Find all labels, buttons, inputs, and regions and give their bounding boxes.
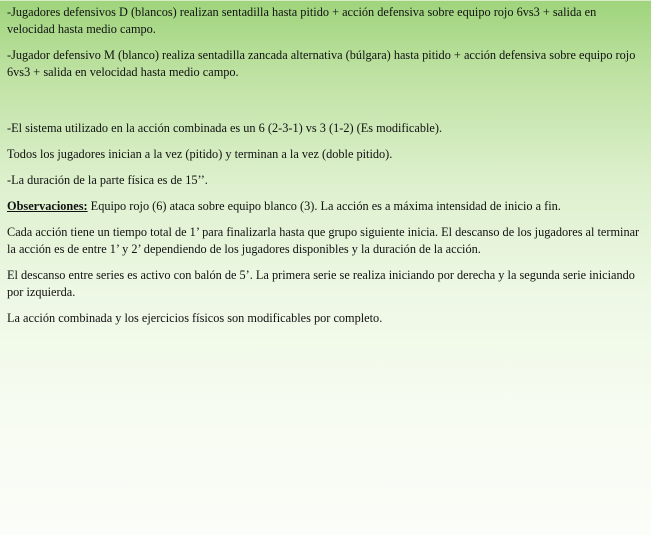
paragraph-system: -El sistema utilizado en la acción combinada es un 6 (2-3-1) vs 3 (1-2) (Es modificable). (7, 121, 443, 135)
paragraph-observations (7, 198, 645, 215)
observations-text: Equipo rojo (6) ataca sobre equipo blanco (3). La acción es a máxima intensidad de inicio a fin. (87, 199, 561, 213)
paragraph-defensive-d: -Jugadores defensivos D (blancos) realizan sentadilla hasta pitido + acción defensiva sobre equipo rojo 6vs3 + salida en velocidad hasta medio campo. (7, 5, 597, 36)
document-body (7, 4, 645, 336)
paragraph-rest: El descanso entre series es activo con balón de 5’. La primera serie se realiza iniciando por derecha y la segunda serie iniciando por izquierda. (7, 268, 635, 299)
paragraph-modifiable: La acción combinada y los ejercicios físicos son modificables por completo. (7, 311, 383, 325)
paragraph-duration: -La duración de la parte física es de 15’’. (7, 173, 208, 187)
observations-label: Observaciones: (7, 199, 88, 213)
blank-space (7, 90, 645, 120)
paragraph-action-time: Cada acción tiene un tiempo total de 1’ para finalizarla hasta que grupo siguiente inicia. El descanso de los jugadores al terminar la acción es de entre 1’ y 2’ dependiendo de los jugadores disponibles y la duración de la acción. (7, 225, 640, 256)
paragraph-defensive-m: -Jugador defensivo M (blanco) realiza sentadilla zancada alternativa (búlgara) hasta pitido + acción defensiva sobre equipo rojo 6vs3 + salida en velocidad hasta medio campo. (7, 48, 636, 79)
paragraph-start-end: Todos los jugadores inician a la vez (pitido) y terminan a la vez (doble pitido). (7, 147, 393, 161)
